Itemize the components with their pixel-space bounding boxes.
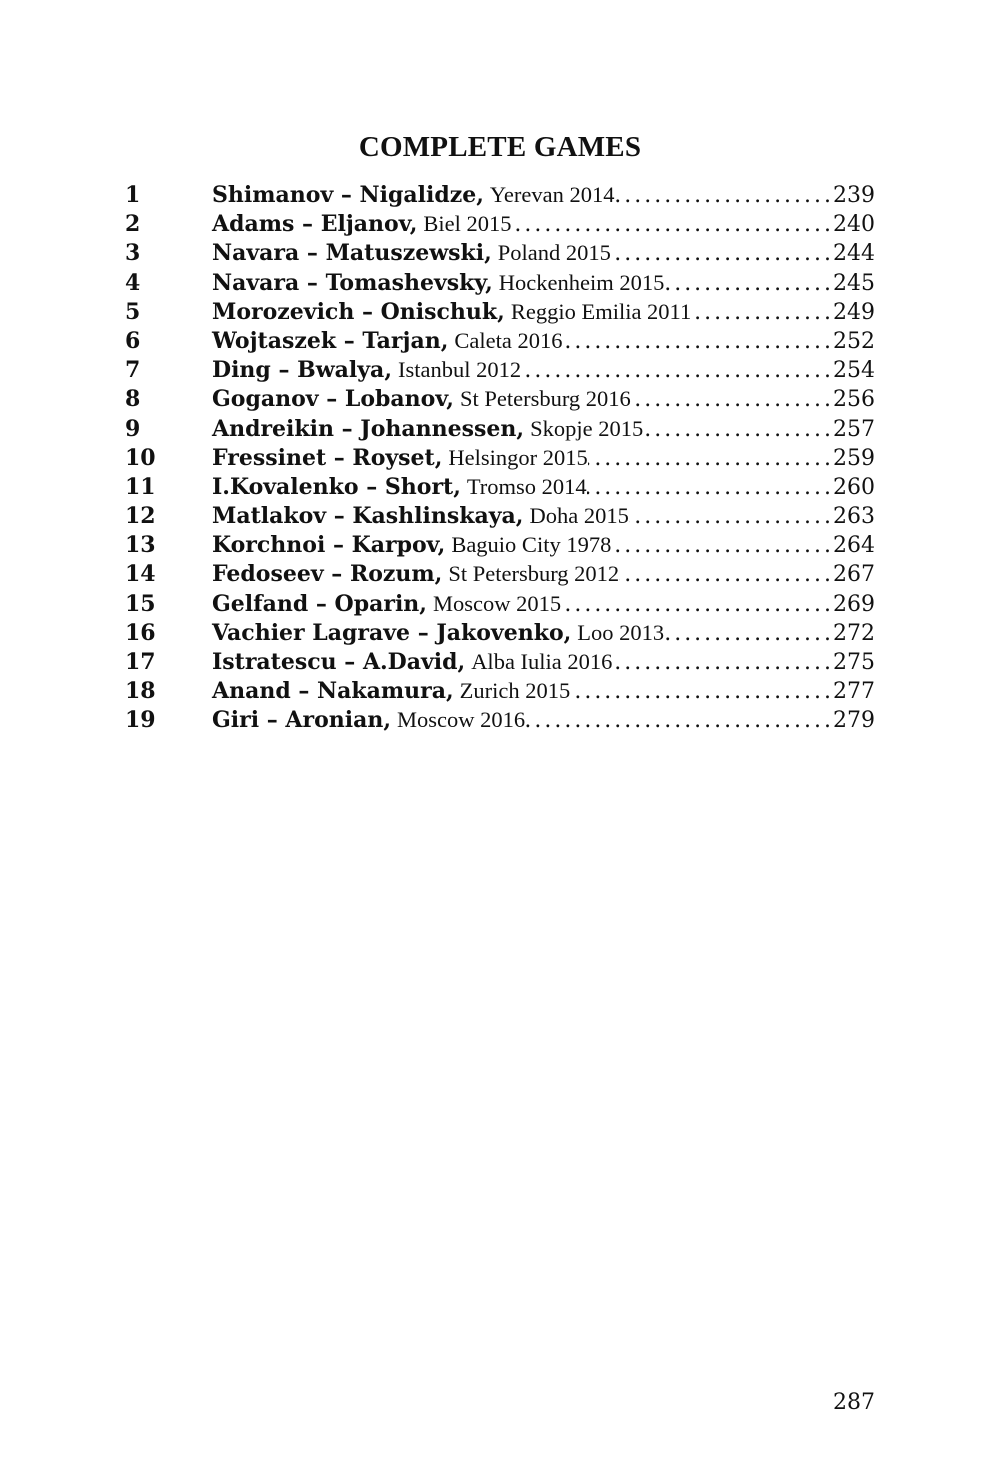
dot-leader <box>611 531 833 560</box>
toc-entry <box>125 355 875 384</box>
dot-leader <box>614 181 833 210</box>
game-page-ref: 279 <box>833 708 875 734</box>
dot-leader <box>570 677 833 706</box>
game-number: 1 <box>125 182 141 208</box>
game-page-ref: 257 <box>833 416 875 442</box>
game-event: Zurich 2015 <box>459 678 571 704</box>
game-page-ref: 264 <box>833 533 875 559</box>
game-players: Morozevich – Onischuk, <box>212 298 505 325</box>
toc-entry <box>125 647 875 676</box>
game-page-ref: 259 <box>833 445 875 471</box>
game-page-ref: 245 <box>833 270 875 296</box>
game-number: 13 <box>125 532 156 559</box>
toc-entry <box>125 443 875 472</box>
game-number: 17 <box>125 649 156 675</box>
game-number: 5 <box>125 298 141 325</box>
game-event: Doha 2015 <box>529 503 629 529</box>
game-event: Tromso 2014 <box>466 473 587 499</box>
game-players: Goganov – Lobanov, <box>212 386 454 413</box>
toc-entry <box>125 414 875 443</box>
game-number: 2 <box>125 211 141 238</box>
dot-leader <box>511 210 833 239</box>
game-event: Skopje 2015 <box>530 415 644 441</box>
game-players: Andreikin – Johannessen, <box>212 415 525 442</box>
game-players: Adams – Eljanov, <box>212 211 418 238</box>
game-page-ref: 244 <box>833 241 875 267</box>
dot-leader <box>691 298 833 327</box>
game-event: Istanbul 2012 <box>397 357 522 383</box>
game-players: Fedoseev – Rozum, <box>212 561 443 588</box>
toc-entry <box>125 472 875 501</box>
game-event: Hockenheim 2015 <box>498 269 665 295</box>
game-event: Poland 2015 <box>497 240 611 266</box>
dot-leader <box>587 473 833 502</box>
game-players: Navara – Tomashevsky, <box>212 269 493 296</box>
toc-entry <box>125 180 875 209</box>
game-number: 10 <box>125 444 156 471</box>
game-page-ref: 277 <box>833 679 875 705</box>
toc-entry <box>125 209 875 238</box>
game-number: 19 <box>125 707 156 734</box>
game-players: Fressinet – Royset, <box>212 444 443 471</box>
game-event: Helsingor 2015 <box>448 444 588 470</box>
game-players: Vachier Lagrave – Jakovenko, <box>212 619 572 646</box>
dot-leader <box>629 502 833 531</box>
game-event: Loo 2013 <box>577 619 665 645</box>
game-page-ref: 240 <box>833 212 875 238</box>
game-event: Reggio Emilia 2011 <box>510 298 692 324</box>
dot-leader <box>664 619 833 648</box>
game-page-ref: 272 <box>833 620 875 646</box>
game-event: Yerevan 2014 <box>489 182 615 207</box>
toc-entry <box>125 559 875 588</box>
game-page-ref: 260 <box>833 474 875 500</box>
dot-leader <box>563 327 834 356</box>
game-players: Wojtaszek – Tarjan, <box>212 327 449 354</box>
game-players: I.Kovalenko – Short, <box>212 473 461 500</box>
toc-entry <box>125 384 875 413</box>
toc-entry <box>125 326 875 355</box>
game-number: 6 <box>125 327 141 354</box>
game-number: 12 <box>125 503 156 530</box>
game-page-ref: 254 <box>833 358 875 384</box>
toc-entry <box>125 589 875 618</box>
game-event: St Petersburg 2016 <box>459 386 631 412</box>
toc-entry <box>125 676 875 705</box>
game-event: St Petersburg 2012 <box>448 561 620 587</box>
game-page-ref: 252 <box>833 328 875 354</box>
dot-leader <box>643 415 833 444</box>
dot-leader <box>525 706 833 735</box>
toc-entry <box>125 268 875 297</box>
game-players: Navara – Matuszewski, <box>212 240 492 267</box>
toc-entry <box>125 297 875 326</box>
game-page-ref: 269 <box>833 591 875 617</box>
game-players: Istratescu – A.David, <box>212 649 466 675</box>
game-number: 8 <box>125 386 141 413</box>
page-title: COMPLETE GAMES <box>358 131 642 164</box>
game-event: Moscow 2016 <box>397 707 526 733</box>
game-page-ref: 275 <box>833 650 875 675</box>
dot-leader <box>619 560 833 589</box>
game-players: Korchnoi – Karpov, <box>212 532 446 559</box>
game-number: 9 <box>125 415 141 442</box>
game-players: Ding – Bwalya, <box>212 357 392 384</box>
dot-leader <box>631 385 833 414</box>
game-number: 7 <box>125 357 141 384</box>
game-page-ref: 249 <box>833 299 875 325</box>
game-event: Biel 2015 <box>423 211 512 237</box>
dot-leader <box>588 444 833 473</box>
toc-entry <box>125 238 875 267</box>
dot-leader <box>612 648 833 677</box>
game-event: Moscow 2015 <box>432 590 562 616</box>
game-event: Baguio City 1978 <box>451 532 612 558</box>
toc-entry <box>125 530 875 559</box>
game-players: Anand – Nakamura, <box>212 678 454 705</box>
game-number: 4 <box>125 269 141 296</box>
dot-leader <box>664 269 833 298</box>
game-page-ref: 256 <box>833 387 875 413</box>
game-page-ref: 263 <box>833 504 875 530</box>
toc-entry <box>125 618 875 647</box>
game-number: 18 <box>125 678 156 705</box>
game-page-ref: 239 <box>833 183 875 208</box>
game-number: 14 <box>125 561 156 588</box>
game-number: 16 <box>125 619 156 646</box>
game-players: Shimanov – Nigalidze, <box>212 182 484 208</box>
game-event: Alba Iulia 2016 <box>471 649 613 674</box>
game-number: 3 <box>125 240 141 267</box>
page-number: 287 <box>833 1390 875 1415</box>
table-of-contents <box>125 180 875 735</box>
dot-leader <box>611 239 833 268</box>
toc-entry <box>125 501 875 530</box>
dot-leader <box>521 356 833 385</box>
game-players: Matlakov – Kashlinskaya, <box>212 503 524 530</box>
toc-entry <box>125 705 875 734</box>
dot-leader <box>561 590 833 619</box>
game-number: 11 <box>125 473 156 500</box>
game-number: 15 <box>125 590 156 617</box>
game-players: Gelfand – Oparin, <box>212 590 427 617</box>
game-event: Caleta 2016 <box>454 327 563 353</box>
game-players: Giri – Aronian, <box>212 707 392 734</box>
game-page-ref: 267 <box>833 562 875 588</box>
